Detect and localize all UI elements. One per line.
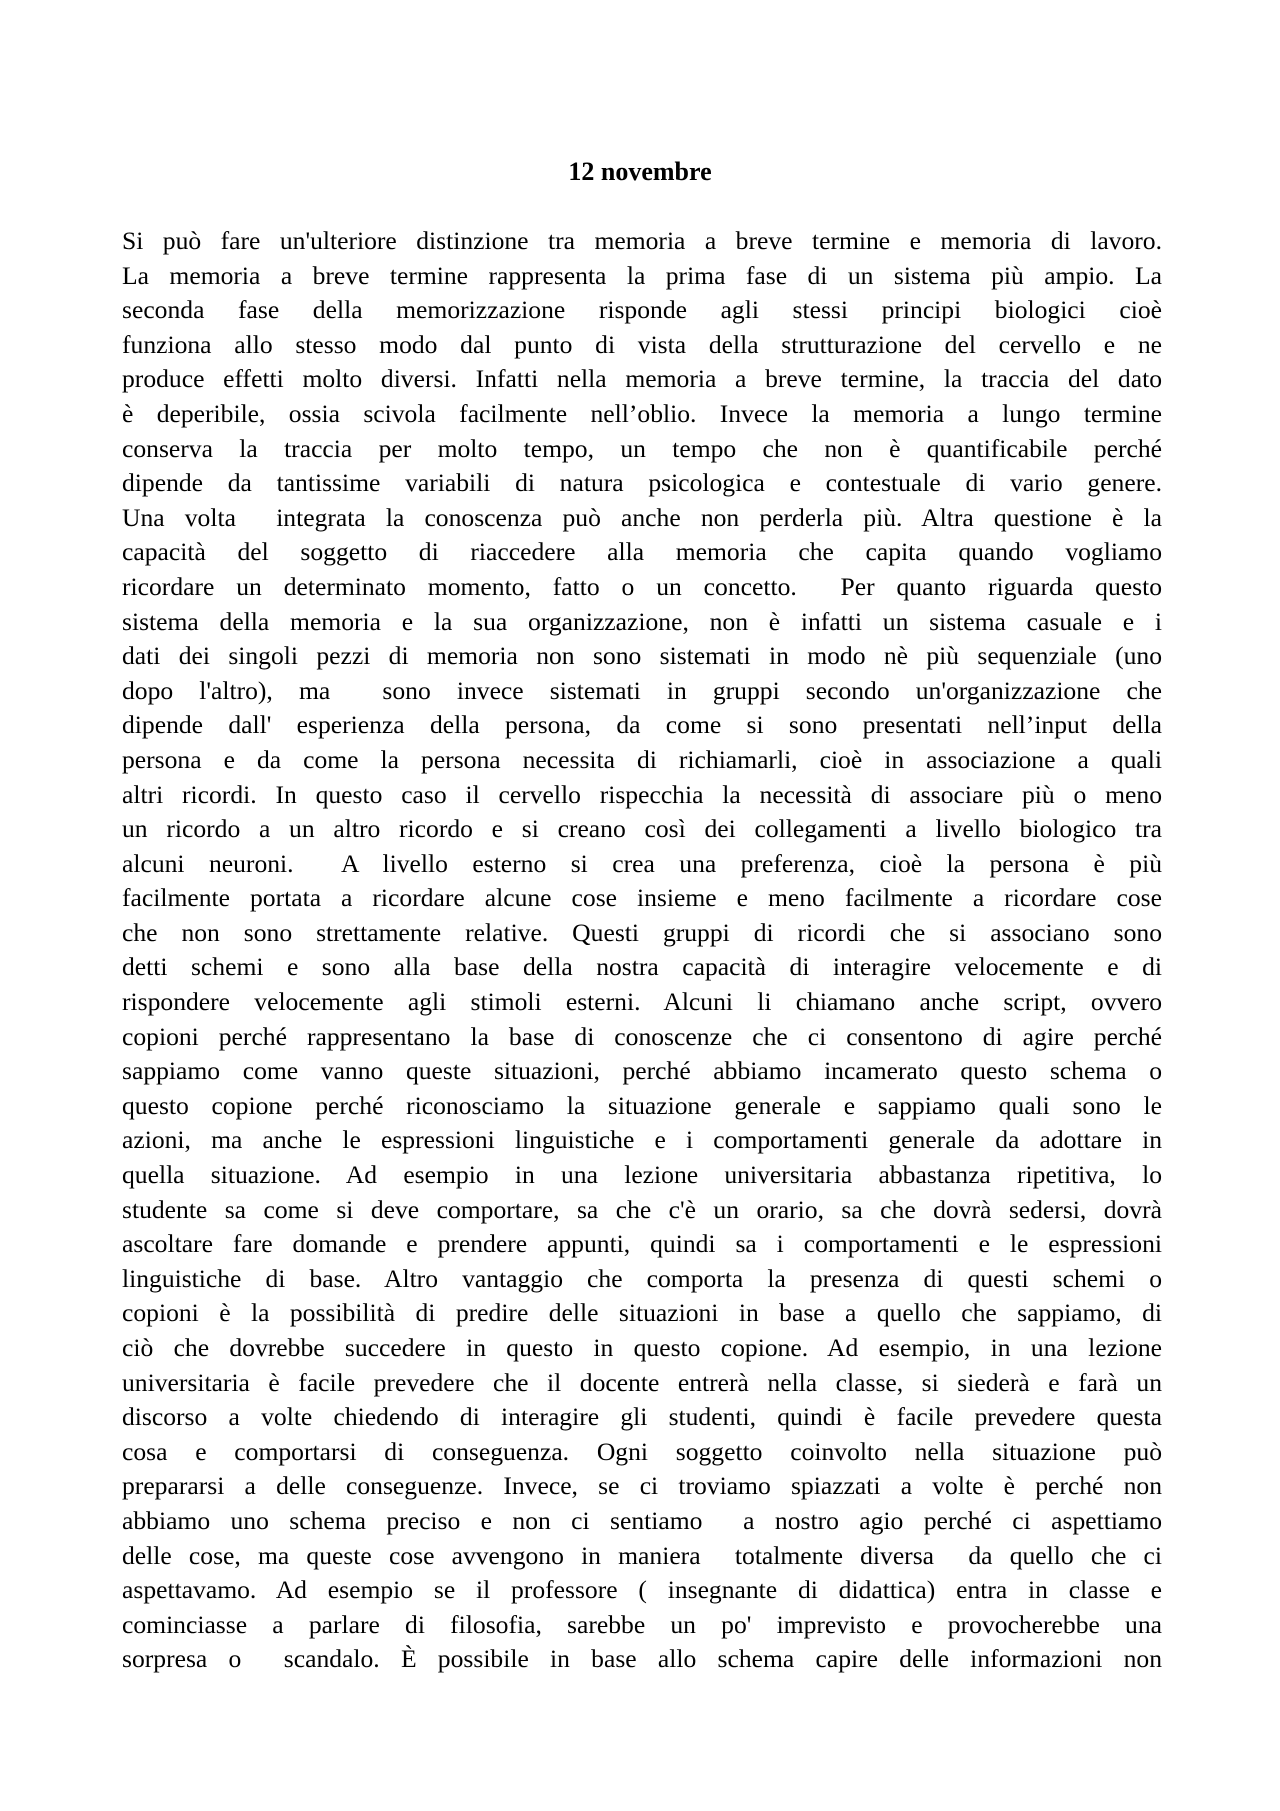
text-line: ascoltare fare domande e prendere appunti, quindi sa i comportamenti e le espressioni bbox=[122, 1229, 1162, 1259]
text-line: copioni perché rappresentano la base di conoscenze che ci consentono di agire perché bbox=[122, 1021, 1162, 1051]
text-line: capacità del soggetto di riaccedere alla memoria che capita quando vogliamo bbox=[122, 537, 1162, 567]
text-line: dipende dall' esperienza della persona, da come si sono presentati nell’input della bbox=[122, 710, 1162, 740]
text-line: cominciasse a parlare di filosofia, sarebbe un po' imprevisto e provocherebbe una bbox=[122, 1609, 1162, 1639]
text-line: discorso a volte chiedendo di interagire gli studenti, quindi è facile prevedere questa bbox=[122, 1402, 1162, 1432]
text-line: sorpresa o scandalo. È possibile in base allo schema capire delle informazioni non bbox=[122, 1644, 1162, 1674]
text-line: azioni, ma anche le espressioni linguistiche e i comportamenti generale da adottare in bbox=[122, 1125, 1162, 1155]
text-line: seconda fase della memorizzazione risponde agli stessi principi biologici cioè bbox=[122, 295, 1162, 325]
text-line: copioni è la possibilità di predire delle situazioni in base a quello che sappiamo, di bbox=[122, 1298, 1162, 1328]
text-line: ciò che dovrebbe succedere in questo in questo copione. Ad esempio, in una lezione bbox=[122, 1333, 1162, 1362]
text-line: funziona allo stesso modo dal punto di vista della strutturazione del cervello e ne bbox=[122, 329, 1162, 359]
text-line: altri ricordi. In questo caso il cervello rispecchia la necessità di associare più o meno bbox=[122, 779, 1162, 809]
text-line: sappiamo come vanno queste situazioni, perché abbiamo incamerato questo schema o bbox=[122, 1056, 1162, 1086]
text-line: è deperibile, ossia scivola facilmente nell’oblio. Invece la memoria a lungo termine bbox=[122, 398, 1162, 428]
text-line: persona e da come la persona necessita di richiamarli, cioè in associazione a quali bbox=[122, 744, 1162, 774]
text-line: alcuni neuroni. A livello esterno si crea una preferenza, cioè la persona è più bbox=[122, 848, 1162, 878]
text-line: detti schemi e sono alla base della nostra capacità di interagire velocemente e di bbox=[122, 952, 1162, 982]
text-line: linguistiche di base. Altro vantaggio che comporta la presenza di questi schemi o bbox=[122, 1263, 1162, 1293]
body-text bbox=[122, 224, 1162, 1677]
text-line: un ricordo a un altro ricordo e si creano così dei collegamenti a livello biologico tra bbox=[122, 814, 1162, 844]
text-line: dipende da tantissime variabili di natura psicologica e contestuale di vario genere. bbox=[122, 468, 1162, 498]
text-line: universitaria è facile prevedere che il docente entrerà nella classe, si siederà e farà un bbox=[122, 1367, 1162, 1397]
text-line: che non sono strettamente relative. Questi gruppi di ricordi che si associano sono bbox=[122, 917, 1162, 947]
text-line: Si può fare un'ulteriore distinzione tra memoria a breve termine e memoria di lavoro. bbox=[122, 226, 1162, 255]
text-line: rispondere velocemente agli stimoli esterni. Alcuni li chiamano anche script, ovvero bbox=[122, 987, 1162, 1017]
text-line: produce effetti molto diversi. Infatti nella memoria a breve termine, la traccia del dato bbox=[122, 364, 1162, 394]
text-line: dati dei singoli pezzi di memoria non sono sistemati in modo nè più sequenziale (uno bbox=[122, 641, 1162, 671]
text-line: sistema della memoria e la sua organizzazione, non è infatti un sistema casuale e i bbox=[122, 606, 1162, 636]
text-line: dopo l'altro), ma sono invece sistemati in gruppi secondo un'organizzazione che bbox=[122, 675, 1162, 705]
text-line: cosa e comportarsi di conseguenza. Ogni soggetto coinvolto nella situazione può bbox=[122, 1436, 1162, 1466]
text-line: facilmente portata a ricordare alcune cose insieme e meno facilmente a ricordare cose bbox=[122, 883, 1162, 913]
text-line: aspettavamo. Ad esempio se il professore ( insegnante di didattica) entra in classe e bbox=[122, 1575, 1162, 1605]
text-line: ricordare un determinato momento, fatto o un concetto. Per quanto riguarda questo bbox=[122, 571, 1162, 601]
text-line: conserva la traccia per molto tempo, un tempo che non è quantificabile perché bbox=[122, 433, 1162, 463]
text-line: quella situazione. Ad esempio in una lezione universitaria abbastanza ripetitiva, lo bbox=[122, 1160, 1162, 1190]
text-line: abbiamo uno schema preciso e non ci sentiamo a nostro agio perché ci aspettiamo bbox=[122, 1505, 1162, 1535]
text-line: La memoria a breve termine rappresenta la prima fase di un sistema più ampio. La bbox=[122, 260, 1162, 290]
text-line: questo copione perché riconosciamo la situazione generale e sappiamo quali sono le bbox=[122, 1090, 1162, 1120]
text-line: delle cose, ma queste cose avvengono in maniera totalmente diversa da quello che ci bbox=[122, 1540, 1162, 1570]
text-line: studente sa come si deve comportare, sa che c'è un orario, sa che dovrà sedersi, dovrà bbox=[122, 1194, 1162, 1224]
page-title: 12 novembre bbox=[568, 157, 712, 186]
text-line: Una volta integrata la conoscenza può anche non perderla più. Altra questione è la bbox=[122, 502, 1162, 532]
text-line: prepararsi a delle conseguenze. Invece, se ci troviamo spiazzati a volte è perché non bbox=[122, 1471, 1162, 1501]
